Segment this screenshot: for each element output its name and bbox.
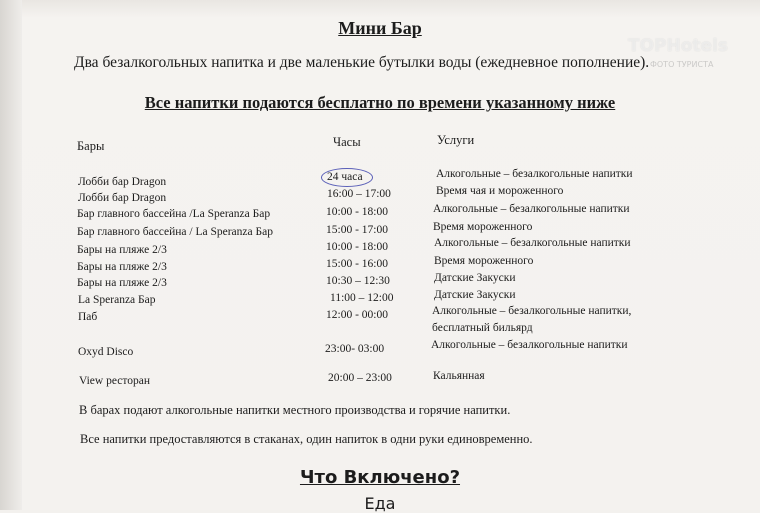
- table-row-service: Время чая и мороженного: [436, 185, 564, 197]
- table-row-bar: Бар главного бассейна / La Speranza Бар: [77, 226, 273, 238]
- table-row-bar: Бар главного бассейна /La Speranza Бар: [77, 208, 271, 220]
- page-fold-shadow: [0, 0, 22, 510]
- table-row-bar: Лобби бар Dragon: [78, 192, 167, 204]
- table-row-hours: 15:00 - 17:00: [326, 224, 388, 236]
- table-row-hours: 23:00- 03:00: [325, 343, 385, 355]
- note-local-drinks: В барах подают алкогольные напитки местного производства и горячие напитки.: [79, 403, 511, 417]
- table-row-service: Алкогольные – безалкогольные напитки: [436, 168, 633, 180]
- table-row-bar: Бары на пляже 2/3: [77, 261, 167, 273]
- table-row-service: Алкогольные – безалкогольные напитки: [433, 203, 630, 215]
- watermark-caption: ФОТО ТУРИСТА: [650, 60, 714, 69]
- section-heading-included: Что Включено?: [299, 467, 461, 488]
- table-row-hours: 11:00 – 12:00: [330, 292, 394, 304]
- section-subtitle: Все напитки подаются бесплатно по времени указанному ниже: [144, 93, 616, 112]
- page-title: Мини Бар: [338, 18, 422, 38]
- table-row-hours: 10:00 - 18:00: [326, 206, 388, 218]
- note-glasses: Все напитки предоставляются в стаканах, один напиток в одни руки единовременно.: [80, 432, 533, 446]
- table-row-service: Время мороженного: [433, 221, 533, 233]
- table-row-hours: 15:00 - 16:00: [326, 258, 388, 270]
- table-row-service: Датские Закуски: [434, 289, 516, 301]
- column-header-services: Услуги: [437, 133, 475, 147]
- table-row-service: Алкогольные – безалкогольные напитки: [434, 237, 631, 249]
- table-row-bar: Лобби бар Dragon: [78, 176, 167, 188]
- table-row-hours: 20:00 – 23:00: [328, 372, 392, 384]
- table-row-bar: Паб: [78, 311, 98, 323]
- table-row-bar: Бары на пляже 2/3: [77, 277, 167, 289]
- table-row-hours: 24 часа: [327, 171, 363, 183]
- table-row-bar: La Speranza Бар: [78, 294, 156, 306]
- table-row-hours: 10:30 – 12:30: [326, 275, 390, 287]
- watermark-logo: TOPHotels: [628, 36, 729, 56]
- table-row-service: Кальянная: [433, 370, 485, 382]
- table-row-hours: 12:00 - 00:00: [326, 309, 388, 321]
- column-header-bars: Бары: [77, 139, 105, 153]
- table-row-bar: View ресторан: [79, 375, 150, 387]
- table-row-hours: 10:00 - 18:00: [326, 241, 388, 253]
- section-heading-food: Еда: [364, 494, 396, 513]
- table-row-bar: Бары на пляже 2/3: [77, 244, 167, 256]
- table-row-hours: 16:00 – 17:00: [327, 188, 391, 200]
- table-row-service: Датские Закуски: [434, 272, 516, 284]
- table-row-service: Алкогольные – безалкогольные напитки: [431, 339, 628, 351]
- table-row-bar: Oxyd Disco: [78, 346, 134, 358]
- intro-text: Два безалкогольных напитка и две маленькие бутылки воды (ежедневное пополнение).: [74, 54, 650, 71]
- table-row-service-continued: бесплатный бильярд: [432, 322, 533, 334]
- table-row-service: Время мороженного: [434, 255, 534, 267]
- column-header-hours: Часы: [333, 135, 361, 149]
- table-row-service: Алкогольные – безалкогольные напитки,: [432, 305, 632, 317]
